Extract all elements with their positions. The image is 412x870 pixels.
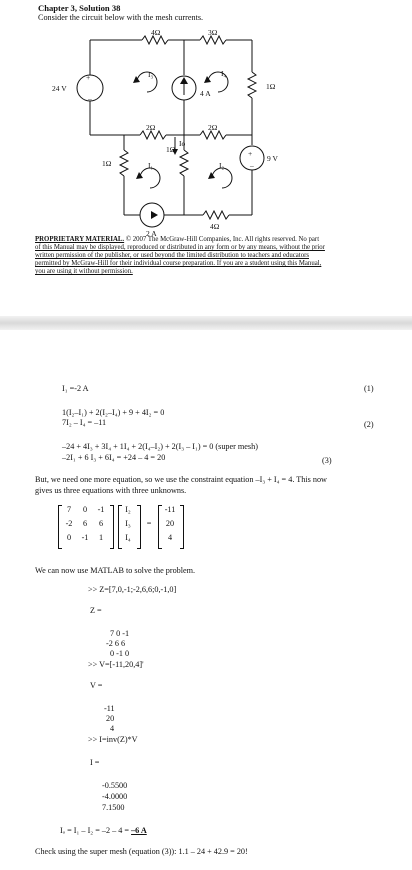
result-value: –6 A <box>131 826 147 835</box>
matrix-var: I₃ <box>125 519 131 528</box>
svg-text:+: + <box>248 149 253 158</box>
matrix-cell: 7 <box>66 505 72 514</box>
svg-text:–: – <box>250 161 254 170</box>
label-r-top-right: 3Ω <box>208 28 218 37</box>
check-line: Check using the super mesh (equation (3)): 1.1 – 24 + 42.9 = 20! <box>35 847 248 856</box>
page-title: Chapter 3, Solution 38 <box>38 3 121 13</box>
matrix-cell: -1 <box>97 505 105 514</box>
label-v-right: 9 V <box>267 154 278 163</box>
label-cs-bottom: 2 A <box>146 229 157 238</box>
constraint-paragraph-1: But, we need one more equation, so we use the constraint equation –I₃ + I₄ = 4. This now <box>35 475 327 484</box>
label-i2: I₂ <box>219 161 225 170</box>
resistor-4ohm-bottom <box>203 211 229 219</box>
eq1-number: (2) <box>364 420 374 429</box>
notice-line2: of this Manual may be displayed, reproduced or distributed in any form or by any means, without the prior <box>35 244 325 251</box>
i-row: -0.5500 <box>102 781 128 790</box>
z-row: -2 6 6 <box>106 639 126 648</box>
label-i4: I₄ <box>221 69 227 78</box>
resistor-1ohm-left <box>120 150 128 176</box>
i-label: I = <box>90 758 100 767</box>
notice-line5: you are using it without permission. <box>35 268 133 275</box>
label-cs-middle: 4 A <box>200 89 211 98</box>
matrix-cell: 6 <box>98 519 104 528</box>
label-r-left-bottom: 1Ω <box>102 159 112 168</box>
matrix-cell: 6 <box>82 519 88 528</box>
matlab-command-i: >> I=inv(Z)*V <box>88 735 138 744</box>
matrix-rhs: 20 <box>165 519 175 528</box>
resistor-4ohm-top <box>142 36 168 44</box>
resistor-2ohm-right <box>200 131 226 139</box>
matrix-var: I₂ <box>125 505 131 514</box>
eq0-number: (1) <box>364 384 374 393</box>
label-r-right: 1Ω <box>266 82 276 91</box>
matrix-cell: 1 <box>98 533 104 542</box>
matlab-intro: We can now use MATLAB to solve the problem. <box>35 566 196 575</box>
circuit-diagram <box>40 20 300 238</box>
eq2-number: (3) <box>322 456 332 465</box>
matrix-var: I₄ <box>125 533 131 542</box>
eq2a: –24 + 4I₃ + 3I₄ + 1I₄ + 2(I₄–I₂) + 2(I₃ – I₁) = 0 (super mesh) <box>62 442 258 451</box>
resistor-3ohm-top <box>200 36 226 44</box>
page-separator <box>0 316 412 330</box>
notice-line1: © 2007 The McGraw-Hill Companies, Inc. All rights reserved. No part <box>125 236 320 243</box>
result-line <box>60 826 147 836</box>
label-i3: I₃ <box>148 70 154 79</box>
label-r-mid-right: 2Ω <box>208 123 218 132</box>
matrix-cell: -2 <box>65 519 73 528</box>
matrix-equation: 7 0 -1 -2 6 6 0 -1 1 I₂ I₃ I₄ = -11 20 4 <box>58 505 198 551</box>
eq1a: 1(I₂–I₁) + 2(I₂–I₄) + 9 + 4I₂ = 0 <box>62 408 165 417</box>
eq1b: 7I₂ – I₄ = –11 <box>62 418 107 427</box>
matrix-cell: 0 <box>82 505 88 514</box>
label-r-mid-left: 2Ω <box>146 123 156 132</box>
matrix-rhs: -11 <box>164 505 176 514</box>
i-row: -4.0000 <box>102 792 128 801</box>
notice-lead: PROPRIETARY MATERIAL. <box>35 236 125 243</box>
v-label: V = <box>90 681 103 690</box>
matrix-rhs: 4 <box>167 533 173 542</box>
i-row: 7.1500 <box>102 803 125 812</box>
svg-text:+: + <box>86 73 91 82</box>
matlab-command-z: >> Z=[7,0,-1;-2,6,6;0,-1,0] <box>88 585 177 594</box>
resistor-1ohm-right <box>248 72 256 98</box>
notice-line3: written permission of the publisher, or used beyond the limited distribution to teachers and educators <box>35 252 309 259</box>
label-v-left: 24 V <box>52 84 67 93</box>
resistor-2ohm-left <box>140 131 166 139</box>
label-r-bottom: 4Ω <box>210 222 220 231</box>
eq0: I₁ =-2 A <box>62 384 89 393</box>
notice-line4: permitted by McGraw-Hill for their individual course preparation. If you are a student using this Manual, <box>35 260 322 267</box>
eq2b: –2I₁ + 6 I₃ + 6I₄ = +24 – 4 = 20 <box>62 453 166 462</box>
svg-text:–: – <box>88 94 92 103</box>
label-r-top-left: 4Ω <box>151 28 161 37</box>
label-r-center: 1Ω <box>166 145 176 154</box>
z-row: 0 -1 0 <box>110 649 130 658</box>
z-label: Z = <box>90 606 102 615</box>
matlab-command-v: >> V=[-11,20,4]' <box>88 660 144 669</box>
copyright-notice <box>35 236 385 276</box>
v-row: -11 <box>104 704 115 713</box>
matrix-cell: -1 <box>81 533 89 542</box>
matrix-cell: 0 <box>66 533 72 542</box>
label-i1: I₁ <box>148 161 154 170</box>
resistor-1ohm-center <box>180 150 188 176</box>
intro-text: Consider the circuit below with the mesh currents. <box>38 13 204 22</box>
result-prefix: Iₒ = I₁ – I₂ = –2 – 4 = <box>60 826 132 835</box>
constraint-paragraph-2: gives us three equations with three unknowns. <box>35 486 187 495</box>
z-row: 7 0 -1 <box>110 629 130 638</box>
v-row: 4 <box>110 724 115 733</box>
label-io: Io <box>179 139 186 148</box>
v-row: 20 <box>106 714 115 723</box>
